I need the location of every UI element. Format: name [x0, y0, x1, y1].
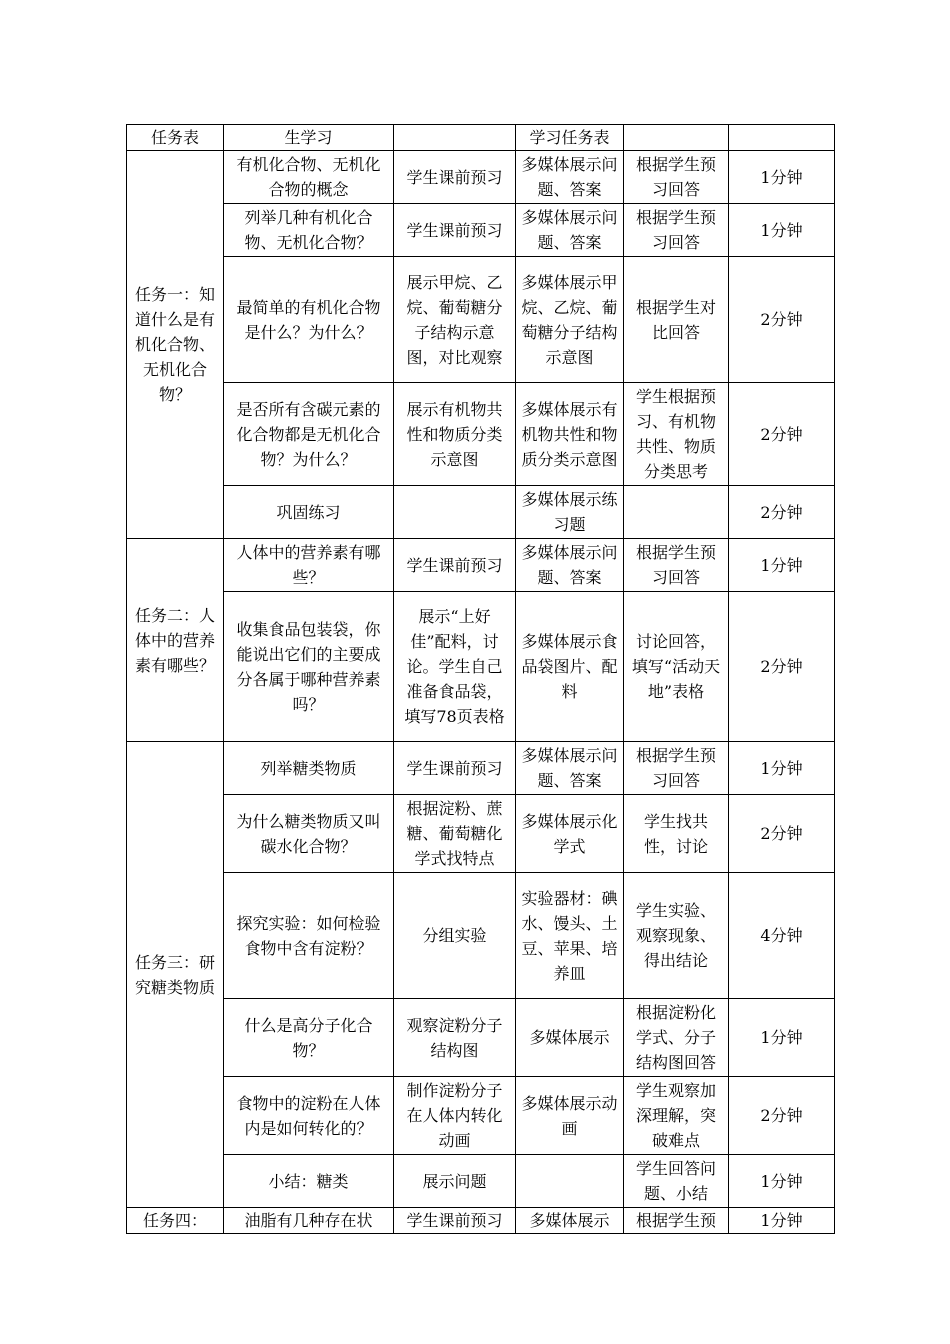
- lesson-plan-body: [127, 125, 835, 1234]
- answer-cell: 根据学生预: [624, 1208, 729, 1234]
- time-cell: 2分钟: [729, 592, 835, 742]
- question-cell: 巩固练习: [224, 486, 394, 539]
- media-cell: 多媒体展示甲烷、乙烷、葡萄糖分子结构示意图: [516, 257, 624, 383]
- student-activity-cell: 学生课前预习: [394, 539, 516, 592]
- table-row: [127, 592, 835, 742]
- question-cell: 有机化合物、无机化合物的概念: [224, 151, 394, 204]
- student-activity-cell: 展示“上好佳”配料，讨论。学生自己准备食品袋，填写78页表格: [394, 592, 516, 742]
- media-cell: 多媒体展示动画: [516, 1077, 624, 1155]
- task-name-cell: 任务一：知道什么是有机化合物、无机化合物？: [127, 151, 224, 539]
- answer-cell: 学生回答问题、小结: [624, 1155, 729, 1208]
- media-cell: 实验器材：碘水、馒头、土豆、苹果、培养皿: [516, 873, 624, 999]
- answer-cell: [624, 486, 729, 539]
- time-cell: 1分钟: [729, 1155, 835, 1208]
- student-activity-cell: 学生课前预习: [394, 1208, 516, 1234]
- table-row: [127, 1077, 835, 1155]
- task-name-cell: 任务三：研究糖类物质: [127, 742, 224, 1208]
- table-row: [127, 742, 835, 795]
- lesson-plan-table: [126, 124, 835, 1234]
- task-name-cell: 任务四：: [127, 1208, 224, 1234]
- question-cell: 收集食品包装袋，你能说出它们的主要成分各属于哪种营养素吗？: [224, 592, 394, 742]
- table-row: [127, 383, 835, 486]
- table-row: [127, 999, 835, 1077]
- question-cell: 是否所有含碳元素的化合物都是无机化合物？为什么？: [224, 383, 394, 486]
- student-activity-cell: 展示有机物共性和物质分类示意图: [394, 383, 516, 486]
- header-row: [127, 125, 835, 151]
- student-activity-cell: 分组实验: [394, 873, 516, 999]
- answer-cell: 根据学生预习回答: [624, 539, 729, 592]
- answer-cell: 学生找共性，讨论: [624, 795, 729, 873]
- question-cell: 油脂有几种存在状: [224, 1208, 394, 1234]
- student-activity-cell: 学生课前预习: [394, 204, 516, 257]
- time-cell: 1分钟: [729, 204, 835, 257]
- table-row: [127, 1155, 835, 1208]
- table-row: [127, 257, 835, 383]
- header-cell: [624, 125, 729, 151]
- question-cell: 什么是高分子化合物？: [224, 999, 394, 1077]
- time-cell: 2分钟: [729, 257, 835, 383]
- time-cell: 2分钟: [729, 1077, 835, 1155]
- question-cell: 列举几种有机化合物、无机化合物？: [224, 204, 394, 257]
- question-cell: 最简单的有机化合物是什么？为什么？: [224, 257, 394, 383]
- answer-cell: 根据学生预习回答: [624, 151, 729, 204]
- question-cell: 人体中的营养素有哪些？: [224, 539, 394, 592]
- table-row: [127, 539, 835, 592]
- student-activity-cell: 制作淀粉分子在人体内转化动画: [394, 1077, 516, 1155]
- media-cell: 多媒体展示: [516, 1208, 624, 1234]
- table-row: [127, 1208, 835, 1234]
- question-cell: 列举糖类物质: [224, 742, 394, 795]
- time-cell: 4分钟: [729, 873, 835, 999]
- media-cell: 多媒体展示问题、答案: [516, 539, 624, 592]
- student-activity-cell: 展示甲烷、乙烷、葡萄糖分子结构示意图，对比观察: [394, 257, 516, 383]
- student-activity-cell: 学生课前预习: [394, 151, 516, 204]
- media-cell: 多媒体展示: [516, 999, 624, 1077]
- media-cell: 多媒体展示有机物共性和物质分类示意图: [516, 383, 624, 486]
- answer-cell: 根据学生预习回答: [624, 742, 729, 795]
- time-cell: 1分钟: [729, 1208, 835, 1234]
- time-cell: 1分钟: [729, 999, 835, 1077]
- student-activity-cell: 学生课前预习: [394, 742, 516, 795]
- media-cell: 多媒体展示问题、答案: [516, 151, 624, 204]
- table-row: [127, 204, 835, 257]
- table-row: [127, 151, 835, 204]
- answer-cell: 根据学生预习回答: [624, 204, 729, 257]
- time-cell: 2分钟: [729, 795, 835, 873]
- time-cell: 1分钟: [729, 151, 835, 204]
- question-cell: 为什么糖类物质又叫碳水化合物？: [224, 795, 394, 873]
- student-activity-cell: 展示问题: [394, 1155, 516, 1208]
- media-cell: 多媒体展示问题、答案: [516, 742, 624, 795]
- answer-cell: 学生根据预习、有机物共性、物质分类思考: [624, 383, 729, 486]
- header-cell: [394, 125, 516, 151]
- student-activity-cell: [394, 486, 516, 539]
- answer-cell: 根据学生对比回答: [624, 257, 729, 383]
- time-cell: 1分钟: [729, 742, 835, 795]
- question-cell: 探究实验：如何检验食物中含有淀粉？: [224, 873, 394, 999]
- answer-cell: 学生实验、观察现象、得出结论: [624, 873, 729, 999]
- media-cell: [516, 1155, 624, 1208]
- student-activity-cell: 根据淀粉、蔗糖、葡萄糖化学式找特点: [394, 795, 516, 873]
- time-cell: 2分钟: [729, 383, 835, 486]
- answer-cell: 讨论回答，填写“活动天地”表格: [624, 592, 729, 742]
- header-cell: [729, 125, 835, 151]
- question-cell: 食物中的淀粉在人体内是如何转化的？: [224, 1077, 394, 1155]
- time-cell: 2分钟: [729, 486, 835, 539]
- table-row: [127, 795, 835, 873]
- student-activity-cell: 观察淀粉分子结构图: [394, 999, 516, 1077]
- task-name-cell: 任务二：人体中的营养素有哪些？: [127, 539, 224, 742]
- media-cell: 多媒体展示化学式: [516, 795, 624, 873]
- table-row: [127, 486, 835, 539]
- time-cell: 1分钟: [729, 539, 835, 592]
- answer-cell: 根据淀粉化学式、分子结构图回答: [624, 999, 729, 1077]
- question-cell: 小结：糖类: [224, 1155, 394, 1208]
- table-row: [127, 873, 835, 999]
- header-cell: 任务表: [127, 125, 224, 151]
- header-cell: 学习任务表: [516, 125, 624, 151]
- header-cell: 生学习: [224, 125, 394, 151]
- media-cell: 多媒体展示问题、答案: [516, 204, 624, 257]
- media-cell: 多媒体展示食品袋图片、配料: [516, 592, 624, 742]
- answer-cell: 学生观察加深理解，突破难点: [624, 1077, 729, 1155]
- media-cell: 多媒体展示练习题: [516, 486, 624, 539]
